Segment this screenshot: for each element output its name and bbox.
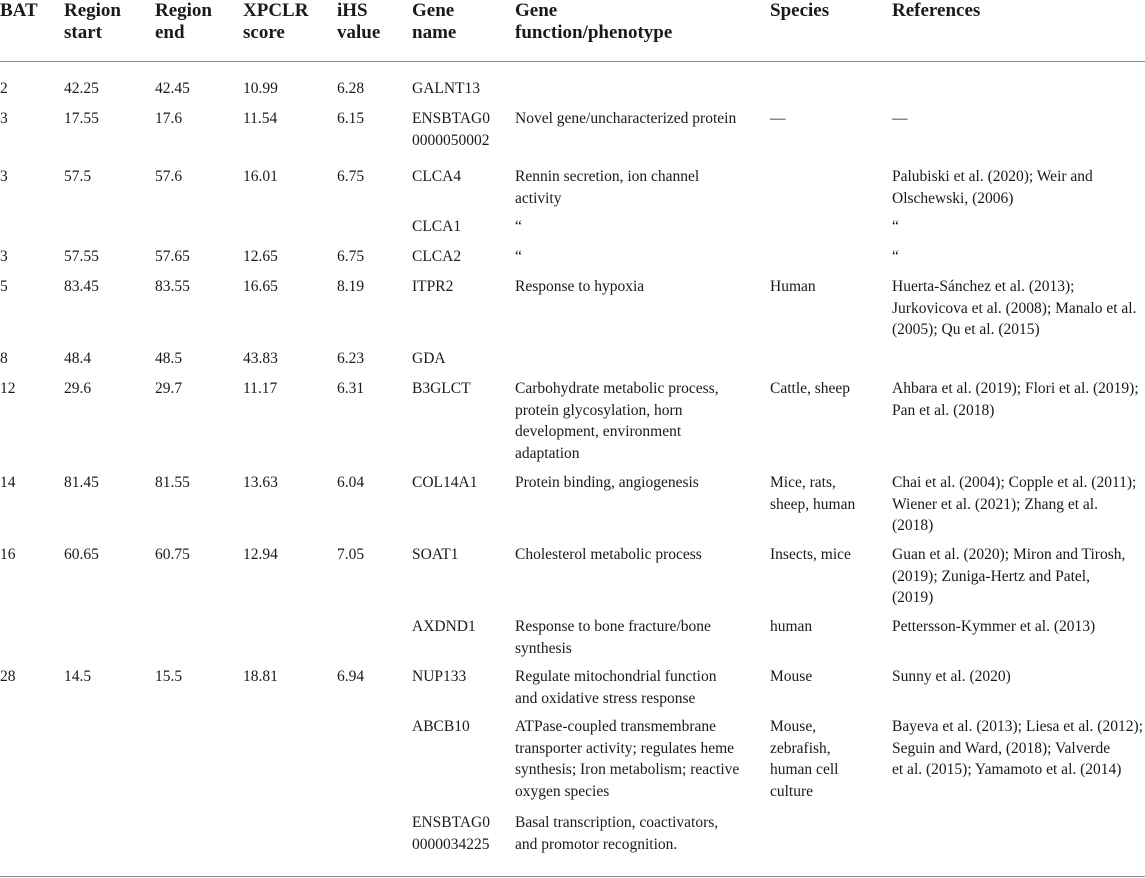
cell-refs-line: “ xyxy=(892,248,899,265)
cell-function-line: “ xyxy=(515,218,522,235)
cell-refs xyxy=(892,544,1125,609)
cell-refs xyxy=(892,716,1143,781)
cell-bat: 5 xyxy=(0,278,8,295)
cell-function-line: Rennin secretion, ion channel xyxy=(515,168,700,185)
cell-ihs: 6.28 xyxy=(337,80,365,97)
cell-refs-line: Pettersson-Kymmer et al. (2013) xyxy=(892,618,1096,635)
cell-end: 48.5 xyxy=(155,350,183,367)
cell-species xyxy=(770,378,850,400)
cell-refs xyxy=(892,108,908,130)
header-start xyxy=(64,0,121,44)
cell-function xyxy=(515,666,716,709)
cell-ihs: 6.75 xyxy=(337,248,365,265)
cell-gene-line: ENSBTAG0 xyxy=(412,814,490,831)
cell-bat: 12 xyxy=(0,380,16,397)
cell-xpclr: 18.81 xyxy=(243,668,278,685)
cell-ihs: 6.23 xyxy=(337,350,365,367)
cell-gene-line: CLCA4 xyxy=(412,168,462,185)
cell-function xyxy=(515,216,522,238)
cell-gene-line: 0000034225 xyxy=(412,835,490,853)
header-species-line: Species xyxy=(770,0,830,21)
cell-function-line: protein glycosylation, horn xyxy=(515,401,683,419)
cell-species xyxy=(770,616,812,638)
cell-start: 60.65 xyxy=(64,546,99,563)
cell-function-line: Response to bone fracture/bone xyxy=(515,618,711,635)
cell-gene xyxy=(412,666,466,688)
header-gene-line: name xyxy=(412,22,457,43)
header-xpclr-line: score xyxy=(243,22,285,43)
header-function-line: function/phenotype xyxy=(515,22,673,43)
cell-species-line: human xyxy=(770,618,813,635)
cell-bat: 3 xyxy=(0,110,8,127)
cell-bat: 16 xyxy=(0,546,16,563)
cell-end: 29.7 xyxy=(155,380,183,397)
table-header xyxy=(0,0,1145,62)
cell-end: 15.5 xyxy=(155,668,183,685)
cell-refs-line: (2005); Qu et al. (2015) xyxy=(892,321,1040,338)
cell-refs-line: Chai et al. (2004); Copple et al. (2011); xyxy=(892,474,1137,491)
cell-refs xyxy=(892,246,899,268)
cell-gene-line: ENSBTAG0 xyxy=(412,110,490,127)
cell-start: 29.6 xyxy=(64,380,92,397)
cell-gene-line: GALNT13 xyxy=(412,80,481,97)
header-ihs xyxy=(337,0,380,44)
cell-ihs: 6.94 xyxy=(337,668,365,685)
cell-start: 57.5 xyxy=(64,168,92,185)
cell-gene-line: SOAT1 xyxy=(412,546,459,563)
cell-species-line: Mice, rats, xyxy=(770,474,836,491)
cell-function-line: ATPase-coupled transmembrane xyxy=(515,718,717,735)
cell-end: 57.6 xyxy=(155,168,183,185)
cell-function-line: Basal transcription, coactivators, xyxy=(515,814,719,831)
header-end xyxy=(155,0,212,44)
header-start-line: Region xyxy=(64,0,121,21)
cell-function-line: and promotor recognition. xyxy=(515,835,678,853)
cell-gene-line: NUP133 xyxy=(412,668,467,685)
cell-function xyxy=(515,716,739,802)
cell-gene-line: B3GLCT xyxy=(412,380,471,397)
cell-ihs: 8.19 xyxy=(337,278,365,295)
header-function xyxy=(515,0,672,44)
cell-refs-line: Pan et al. (2018) xyxy=(892,401,995,419)
cell-species xyxy=(770,716,838,802)
cell-species xyxy=(770,108,786,130)
cell-function xyxy=(515,276,644,298)
cell-xpclr: 11.17 xyxy=(243,380,278,397)
cell-species-line: zebrafish, xyxy=(770,739,831,757)
cell-start: 57.55 xyxy=(64,248,99,265)
cell-function xyxy=(515,616,711,659)
cell-gene xyxy=(412,348,446,370)
cell-species xyxy=(770,666,812,688)
header-refs xyxy=(892,0,980,22)
cell-species-line: Cattle, sheep xyxy=(770,380,851,397)
cell-bat: 28 xyxy=(0,668,16,685)
cell-end: 57.65 xyxy=(155,248,190,265)
cell-refs-line: — xyxy=(892,110,908,127)
cell-refs-line: Sunny et al. (2020) xyxy=(892,668,1011,685)
cell-refs xyxy=(892,666,1011,688)
cell-refs-line: Ahbara et al. (2019); Flori et al. (2019); xyxy=(892,380,1139,397)
cell-gene-line: CLCA1 xyxy=(412,218,462,235)
cell-gene-line: COL14A1 xyxy=(412,474,478,491)
cell-function-line: transporter activity; regulates heme xyxy=(515,739,735,757)
cell-function-line: Response to hypoxia xyxy=(515,278,645,295)
header-gene xyxy=(412,0,456,44)
cell-end: 83.55 xyxy=(155,278,190,295)
cell-refs-line: Wiener et al. (2021); Zhang et al. xyxy=(892,495,1098,513)
cell-species xyxy=(770,472,855,515)
cell-end: 81.55 xyxy=(155,474,190,491)
cell-species-line: sheep, human xyxy=(770,495,856,513)
cell-gene xyxy=(412,616,476,638)
header-ihs-line: iHS xyxy=(337,0,368,21)
cell-function-line: Cholesterol metabolic process xyxy=(515,546,702,563)
cell-xpclr: 10.99 xyxy=(243,80,278,97)
cell-gene xyxy=(412,378,471,400)
cell-start: 42.25 xyxy=(64,80,99,97)
cell-refs-line: (2018) xyxy=(892,517,934,534)
cell-xpclr: 13.63 xyxy=(243,474,278,491)
header-start-line: start xyxy=(64,22,102,43)
header-xpclr-line: XPCLR xyxy=(243,0,309,21)
header-end-line: end xyxy=(155,22,185,43)
cell-refs-line: (2019); Zuniga-Hertz and Patel, xyxy=(892,567,1090,585)
cell-bat: 8 xyxy=(0,350,8,367)
cell-species-line: Human xyxy=(770,278,816,295)
cell-gene-line: CLCA2 xyxy=(412,248,462,265)
cell-refs-line: Huerta-Sánchez et al. (2013); xyxy=(892,278,1075,295)
cell-function-line: development, environment xyxy=(515,423,682,440)
cell-refs-line: Jurkovicova et al. (2008); Manalo et al. xyxy=(892,299,1137,317)
cell-function-line: Protein binding, angiogenesis xyxy=(515,474,699,491)
cell-refs-line: “ xyxy=(892,218,899,235)
cell-gene-line: ITPR2 xyxy=(412,278,454,295)
cell-refs-line: Seguin and Ward, (2018); Valverde xyxy=(892,739,1111,757)
cell-refs xyxy=(892,216,899,238)
cell-function-line: and oxidative stress response xyxy=(515,689,696,707)
cell-gene xyxy=(412,544,459,566)
cell-ihs: 6.75 xyxy=(337,168,365,185)
cell-function xyxy=(515,472,699,494)
cell-ihs: 6.31 xyxy=(337,380,365,397)
cell-xpclr: 12.65 xyxy=(243,248,278,265)
bottom-rule xyxy=(0,876,1145,877)
header-function-line: Gene xyxy=(515,0,558,21)
cell-function-line: Regulate mitochondrial function xyxy=(515,668,717,685)
cell-gene xyxy=(412,166,461,188)
cell-end: 60.75 xyxy=(155,546,190,563)
cell-xpclr: 16.01 xyxy=(243,168,278,185)
cell-end: 17.6 xyxy=(155,110,183,127)
header-end-line: Region xyxy=(155,0,212,21)
cell-function xyxy=(515,246,522,268)
cell-gene xyxy=(412,716,470,738)
header-bat-line: BAT xyxy=(0,0,38,21)
cell-gene xyxy=(412,472,477,494)
cell-xpclr: 43.83 xyxy=(243,350,278,367)
cell-function xyxy=(515,812,718,855)
cell-refs xyxy=(892,616,1095,638)
cell-bat: 2 xyxy=(0,80,8,97)
cell-refs-line: Guan et al. (2020); Miron and Tirosh, xyxy=(892,546,1126,563)
cell-function-line: synthesis; Iron metabolism; reactive xyxy=(515,761,740,778)
cell-gene xyxy=(412,276,453,298)
cell-refs-line: Olschewski, (2006) xyxy=(892,189,1014,207)
cell-refs xyxy=(892,166,1093,209)
cell-bat: 3 xyxy=(0,168,8,185)
cell-species-line: Mouse, xyxy=(770,718,817,735)
cell-refs xyxy=(892,378,1139,421)
cell-ihs: 7.05 xyxy=(337,546,365,563)
cell-gene-line: ABCB10 xyxy=(412,718,470,735)
cell-refs xyxy=(892,276,1136,341)
cell-species-line: Insects, mice xyxy=(770,546,851,563)
cell-refs-line: Bayeva et al. (2013); Liesa et al. (2012); xyxy=(892,718,1143,735)
cell-gene xyxy=(412,108,490,151)
header-bat xyxy=(0,0,38,22)
cell-bat: 3 xyxy=(0,248,8,265)
cell-species-line: human cell xyxy=(770,761,839,778)
header-ihs-line: value xyxy=(337,22,381,43)
cell-start: 81.45 xyxy=(64,474,99,491)
cell-xpclr: 16.65 xyxy=(243,278,278,295)
cell-function-line: activity xyxy=(515,189,562,207)
cell-xpclr: 12.94 xyxy=(243,546,278,563)
cell-bat: 14 xyxy=(0,474,16,491)
cell-species xyxy=(770,276,816,298)
cell-function xyxy=(515,108,736,130)
cell-species-line: culture xyxy=(770,782,814,800)
cell-function xyxy=(515,544,702,566)
cell-function-line: “ xyxy=(515,248,522,265)
cell-start: 48.4 xyxy=(64,350,92,367)
cell-refs-line: Palubiski et al. (2020); Weir and xyxy=(892,168,1093,185)
cell-function xyxy=(515,378,719,464)
cell-start: 83.45 xyxy=(64,278,99,295)
cell-function-line: synthesis xyxy=(515,639,572,657)
cell-refs xyxy=(892,472,1136,537)
cell-function xyxy=(515,166,699,209)
cell-gene-line: 0000050002 xyxy=(412,131,490,149)
cell-ihs: 6.15 xyxy=(337,110,365,127)
header-refs-line: References xyxy=(892,0,981,21)
cell-gene-line: GDA xyxy=(412,350,446,367)
cell-xpclr: 11.54 xyxy=(243,110,278,127)
header-xpclr xyxy=(243,0,308,44)
cell-gene xyxy=(412,246,461,268)
cell-species-line: — xyxy=(770,110,786,127)
cell-ihs: 6.04 xyxy=(337,474,365,491)
cell-gene xyxy=(412,216,461,238)
cell-function-line: oxygen species xyxy=(515,782,610,800)
cell-end: 42.45 xyxy=(155,80,190,97)
cell-gene xyxy=(412,812,490,855)
cell-refs-line: et al. (2015); Yamamoto et al. (2014) xyxy=(892,761,1122,778)
header-species xyxy=(770,0,829,22)
cell-species xyxy=(770,544,851,566)
cell-gene xyxy=(412,78,480,100)
cell-gene-line: AXDND1 xyxy=(412,618,476,635)
cell-species-line: Mouse xyxy=(770,668,813,685)
cell-function-line: Carbohydrate metabolic process, xyxy=(515,380,719,397)
cell-refs-line: (2019) xyxy=(892,589,934,606)
header-gene-line: Gene xyxy=(412,0,455,21)
cell-start: 17.55 xyxy=(64,110,99,127)
cell-function-line: Novel gene/uncharacterized protein xyxy=(515,110,737,127)
cell-start: 14.5 xyxy=(64,668,92,685)
cell-function-line: adaptation xyxy=(515,444,580,462)
